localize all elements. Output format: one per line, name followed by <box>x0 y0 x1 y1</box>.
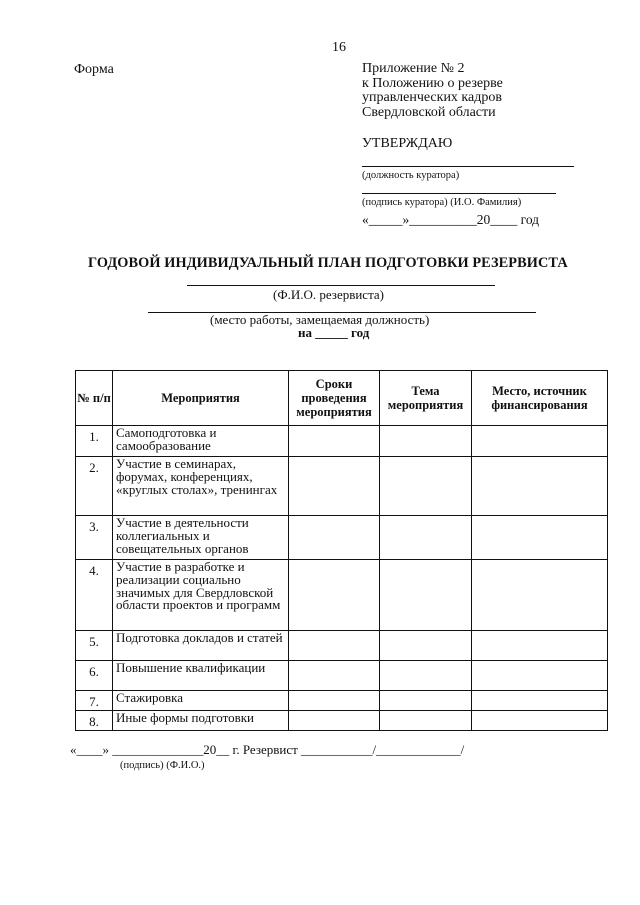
table-row <box>76 711 608 731</box>
row-dates-cell <box>289 516 380 560</box>
curator-position-line <box>362 166 574 167</box>
row-dates-cell <box>289 631 380 661</box>
table-row <box>76 457 608 516</box>
row-place-cell <box>472 457 608 516</box>
table-row <box>76 426 608 457</box>
header-place: Место, источник финансирования <box>472 371 608 426</box>
row-number: 5. <box>76 631 113 661</box>
plan-title: ГОДОВОЙ ИНДИВИДУАЛЬНЫЙ ПЛАН ПОДГОТОВКИ РЕЗЕРВИСТА <box>88 255 568 271</box>
table-row <box>76 516 608 560</box>
table-row <box>76 631 608 661</box>
row-place-cell <box>472 711 608 731</box>
fio-caption: (Ф.И.О. резервиста) <box>273 287 385 302</box>
curator-signature-line <box>362 193 556 194</box>
approval-date-line: «_____»__________20____ год <box>362 212 540 227</box>
row-number: 4. <box>76 560 113 631</box>
curator-signature-caption: (подпись куратора) (И.О. Фамилия) <box>362 197 522 208</box>
row-event: Стажировка <box>113 691 289 711</box>
header-topic: Тема мероприятия <box>380 371 472 426</box>
row-number: 1. <box>76 426 113 457</box>
header-events: Мероприятия <box>113 371 289 426</box>
row-event: Участие в деятельности коллегиальных и совещательных органов <box>113 516 289 560</box>
appendix-line-4: Свердловской области <box>362 104 496 120</box>
row-number: 7. <box>76 691 113 711</box>
reservist-signature-caption: (подпись) (Ф.И.О.) <box>120 760 205 771</box>
row-topic-cell <box>380 457 472 516</box>
row-dates-cell <box>289 691 380 711</box>
row-place-cell <box>472 516 608 560</box>
row-event: Участие в разработке и реализации социально значимых для Свердловской области проектов и программ <box>113 560 289 631</box>
table-row <box>76 691 608 711</box>
approval-title: УТВЕРЖДАЮ <box>362 136 453 151</box>
row-event: Повышение квалификации <box>113 661 289 691</box>
row-dates-cell <box>289 661 380 691</box>
row-number: 2. <box>76 457 113 516</box>
row-event: Иные формы подготовки <box>113 711 289 731</box>
row-dates-cell <box>289 426 380 457</box>
reservist-signature-line: «____» ______________20__ г. Резервист ___________/_____________/ <box>70 742 465 757</box>
appendix-line-1: Приложение № 2 <box>362 61 465 76</box>
appendix-reference <box>362 62 503 120</box>
row-number: 8. <box>76 711 113 731</box>
row-topic-cell <box>380 661 472 691</box>
row-topic-cell <box>380 426 472 457</box>
page-number: 16 <box>332 40 346 55</box>
row-event: Самоподготовка и самообразование <box>113 426 289 457</box>
header-dates: Сроки проведения мероприятия <box>289 371 380 426</box>
row-place-cell <box>472 631 608 661</box>
curator-position-caption: (должность куратора) <box>362 170 460 181</box>
form-label: Форма <box>74 62 114 77</box>
row-topic-cell <box>380 691 472 711</box>
training-plan-table <box>75 370 608 731</box>
row-topic-cell <box>380 516 472 560</box>
year-line: на _____ год <box>298 325 370 340</box>
row-topic-cell <box>380 711 472 731</box>
row-topic-cell <box>380 560 472 631</box>
table-header-row <box>76 371 608 426</box>
row-number: 3. <box>76 516 113 560</box>
row-place-cell <box>472 560 608 631</box>
row-place-cell <box>472 661 608 691</box>
row-place-cell <box>472 691 608 711</box>
row-dates-cell <box>289 711 380 731</box>
header-num: № п/п <box>76 371 113 426</box>
fio-line <box>187 285 495 286</box>
appendix-line-2: к Положению о резерве <box>362 75 503 91</box>
row-dates-cell <box>289 457 380 516</box>
row-number: 6. <box>76 661 113 691</box>
appendix-line-3: управленческих кадров <box>362 90 502 105</box>
row-topic-cell <box>380 631 472 661</box>
row-dates-cell <box>289 560 380 631</box>
table-row <box>76 661 608 691</box>
table-row <box>76 560 608 631</box>
row-event: Участие в семинарах, форумах, конференциях, «круглых столах», тренингах <box>113 457 289 516</box>
workplace-caption: (место работы, замещаемая должность) <box>210 312 430 327</box>
row-event: Подготовка докладов и статей <box>113 631 289 661</box>
row-place-cell <box>472 426 608 457</box>
